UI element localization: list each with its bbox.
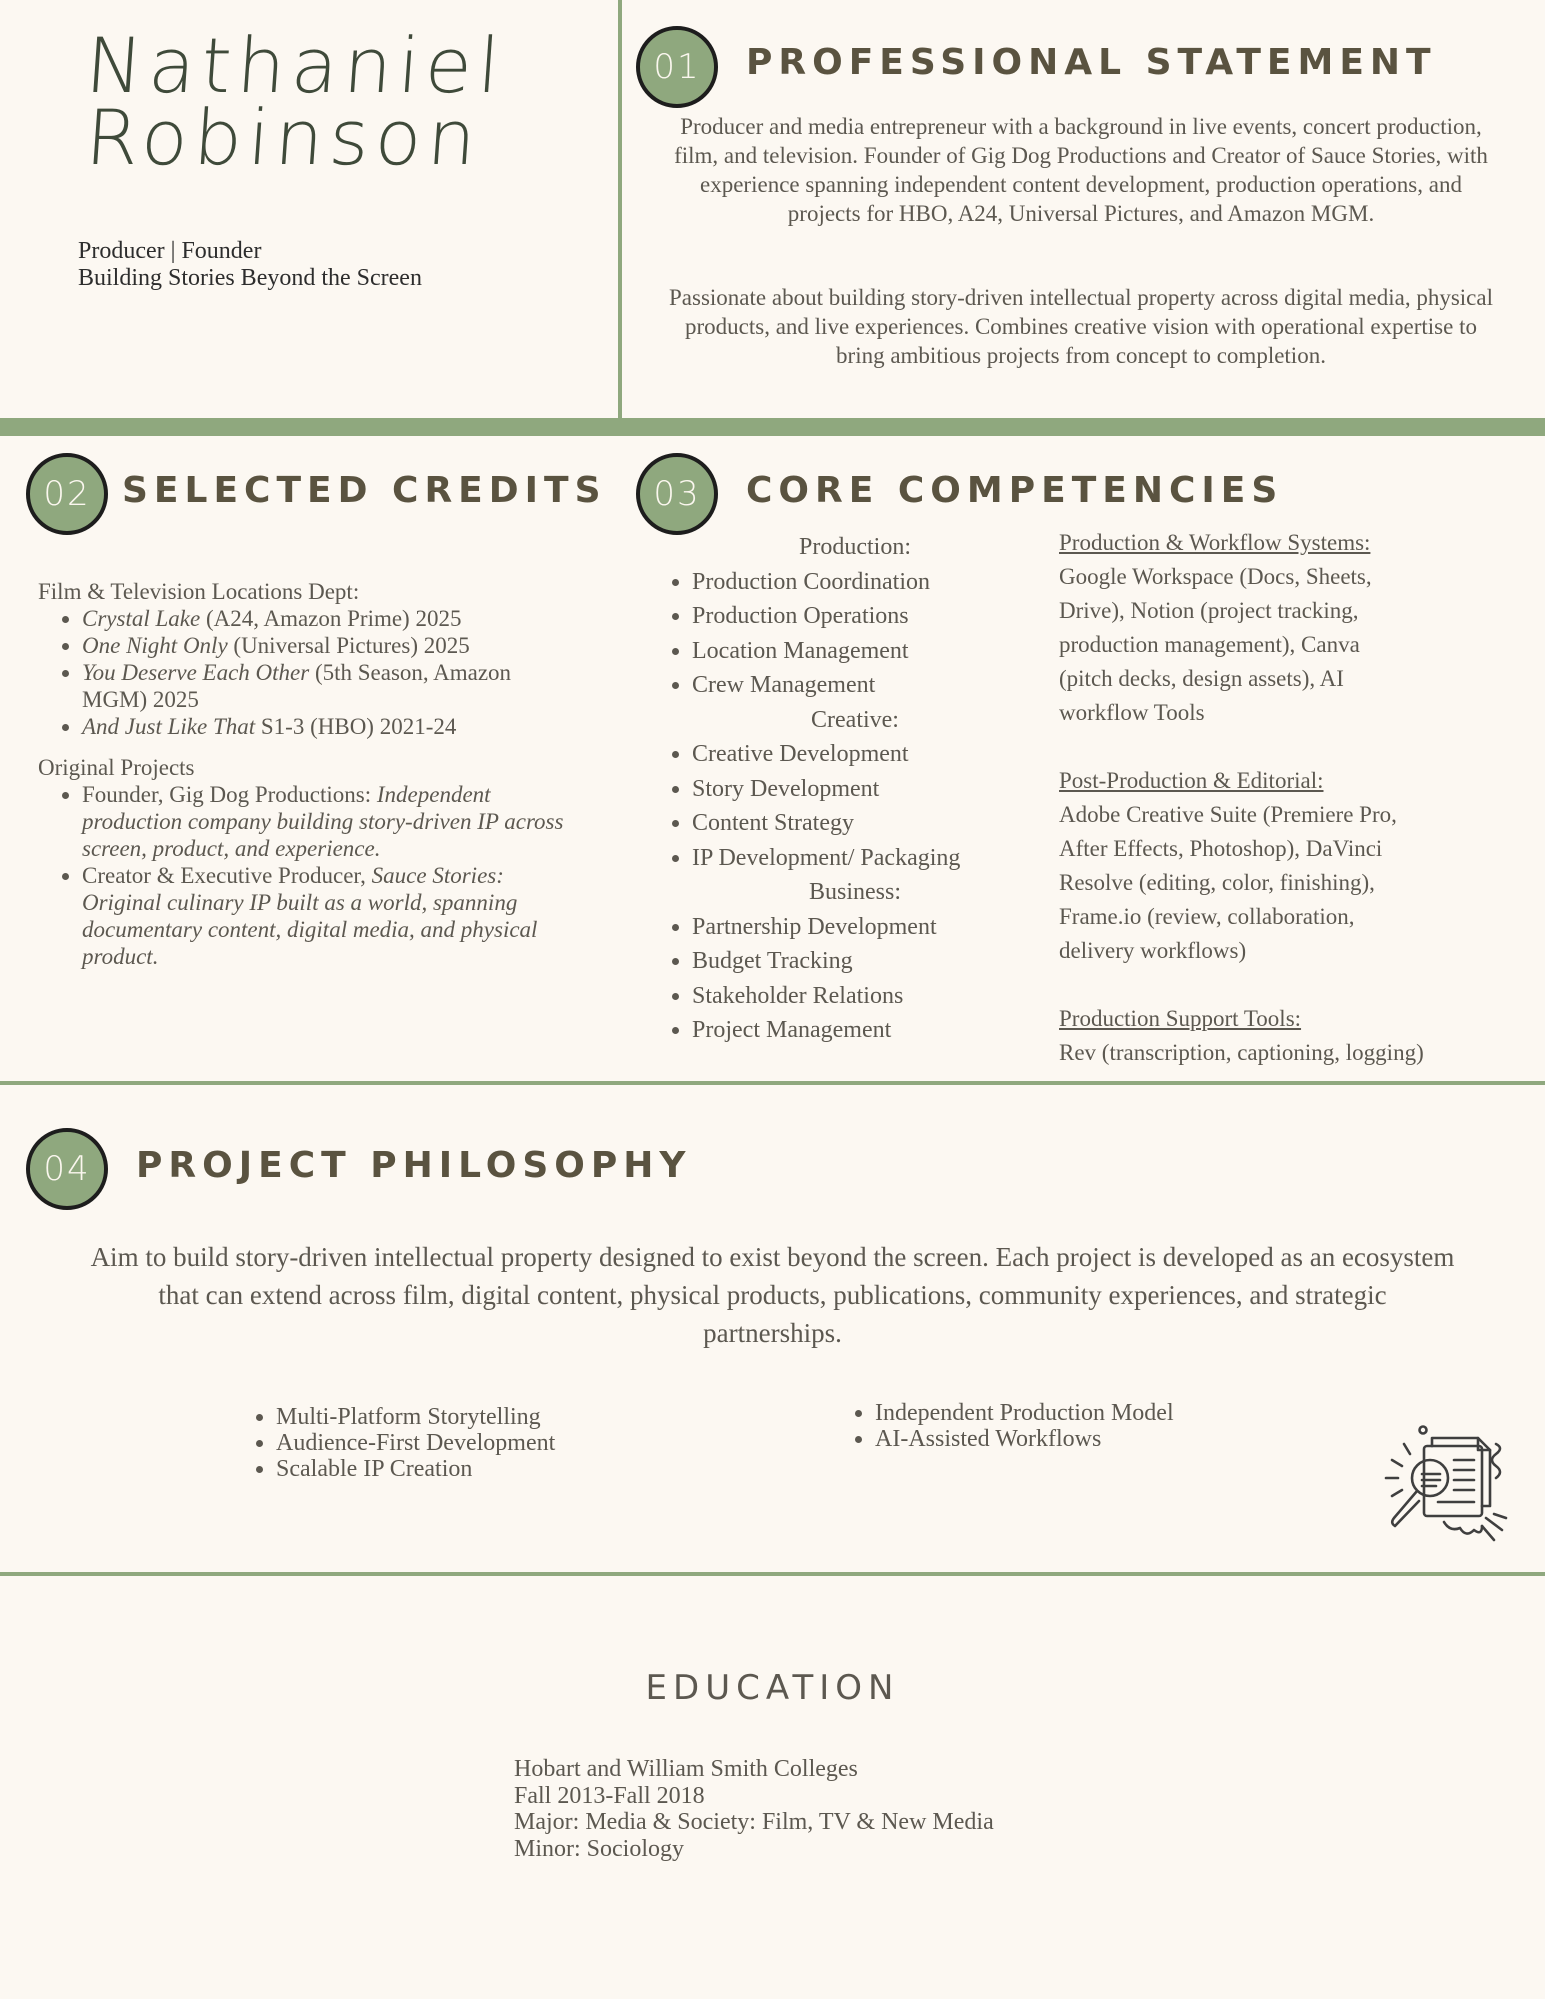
section-divider-3	[0, 1572, 1545, 1576]
tools-line: After Effects, Photoshop), DaVinci	[1059, 836, 1383, 861]
competencies-column	[660, 530, 1020, 1048]
tools-heading-post: Post-Production & Editorial:	[1059, 768, 1324, 793]
tagline	[78, 238, 422, 292]
list-item: • Stakeholder Relations	[692, 979, 1020, 1014]
tools-line: production management), Canva	[1059, 632, 1360, 657]
education-details	[514, 1756, 994, 1862]
original-projects-heading: Original Projects	[38, 755, 195, 780]
list-item: • Founder, Gig Dog Productions: Independent production company building story-driven IP across screen, product, and experience.	[82, 781, 578, 862]
tools-line: Frame.io (review, collaboration,	[1059, 904, 1355, 929]
list-item: • Scalable IP Creation	[276, 1456, 555, 1482]
original-projects-list	[82, 781, 578, 970]
philosophy-list-right	[875, 1400, 1174, 1452]
list-item: • Audience-First Development	[276, 1430, 555, 1456]
production-list	[692, 565, 1020, 703]
education-major: Major: Media & Society: Film, TV & New Media	[514, 1809, 994, 1835]
first-name: Nathaniel	[82, 21, 509, 110]
list-item: • Budget Tracking	[692, 944, 1020, 979]
school-name: Hobart and William Smith Colleges	[514, 1756, 858, 1782]
header-divider-vertical	[618, 0, 622, 420]
tools-column	[1059, 526, 1479, 1070]
list-item: • One Night Only (Universal Pictures) 2025	[82, 632, 578, 659]
last-name: Robinson	[82, 93, 485, 182]
creative-heading: Creative:	[811, 706, 899, 733]
tools-line: Adobe Creative Suite (Premiere Pro,	[1059, 802, 1397, 827]
tools-heading-workflow: Production & Workflow Systems:	[1059, 530, 1371, 555]
statement-paragraph-2: Passionate about building story-driven intellectual property across digital media, physical products, and live experiences. Combines creative vision with operational expertise to bring ambitious projects from concept to completion.	[669, 285, 1493, 368]
list-item: • Production Operations	[692, 599, 1020, 634]
tagline-motto: Building Stories Beyond the Screen	[78, 265, 422, 291]
section-number-badge-01: 01	[636, 26, 718, 108]
tools-line: Rev (transcription, captioning, logging)	[1059, 1040, 1424, 1065]
document-search-icon	[1382, 1422, 1512, 1552]
tools-line: Google Workspace (Docs, Sheets,	[1059, 564, 1372, 589]
section-divider-2	[0, 1081, 1545, 1085]
production-heading: Production:	[799, 534, 911, 560]
section-number-badge-04: 04	[26, 1128, 108, 1210]
education-minor: Minor: Sociology	[514, 1835, 685, 1862]
project-philosophy-title: PROJECT PHILOSOPHY	[136, 1145, 692, 1186]
list-item: • Multi-Platform Storytelling	[276, 1404, 555, 1430]
candidate-name	[82, 21, 509, 182]
section-number-badge-02: 02	[26, 453, 108, 535]
list-item: • IP Development/ Packaging	[692, 841, 1020, 876]
list-item: • Partnership Development	[692, 910, 1020, 945]
tools-line: Drive), Notion (project tracking,	[1059, 598, 1359, 623]
list-item: • Crew Management	[692, 668, 1020, 703]
section-number-badge-03: 03	[636, 453, 718, 535]
core-competencies-title: CORE COMPETENCIES	[746, 470, 1284, 511]
education-title: EDUCATION	[645, 1668, 900, 1708]
professional-statement-title: PROFESSIONAL STATEMENT	[746, 42, 1437, 83]
tools-line: Resolve (editing, color, finishing),	[1059, 870, 1375, 895]
creative-list	[692, 737, 1020, 875]
tagline-role: Producer | Founder	[78, 238, 262, 264]
philosophy-list-left	[276, 1404, 555, 1482]
statement-paragraph-1: Producer and media entrepreneur with a background in live events, concert production, film, and television. Founder of Gig Dog Productions and Creator of Sauce Stories, with experience spanning independent content development, production operations, and projects for HBO, A24, Universal Pictures, and Amazon MGM.	[674, 114, 1488, 226]
film-tv-heading: Film & Television Locations Dept:	[38, 579, 360, 604]
business-list	[692, 910, 1020, 1048]
section-divider-1	[0, 418, 1545, 436]
list-item: • Production Coordination	[692, 565, 1020, 600]
tools-line: (pitch decks, design assets), AI	[1059, 666, 1344, 691]
film-tv-list	[82, 605, 578, 740]
selected-credits-title: SELECTED CREDITS	[122, 470, 607, 511]
list-item: • Location Management	[692, 634, 1020, 669]
list-item: • Independent Production Model	[875, 1400, 1174, 1426]
list-item: • Creator & Executive Producer, Sauce Stories: Original culinary IP built as a world, spanning documentary content, digital media, and physical product.	[82, 862, 578, 970]
tools-heading-support: Production Support Tools:	[1059, 1006, 1302, 1031]
list-item: • Creative Development	[692, 737, 1020, 772]
list-item: • Project Management	[692, 1013, 1020, 1048]
education-dates: Fall 2013-Fall 2018	[514, 1782, 705, 1809]
credits-list	[38, 578, 578, 970]
philosophy-paragraph: Aim to build story-driven intellectual property designed to exist beyond the screen. Each project is developed as an ecosystem that can extend across film, digital content, physical products, publications, community experiences, and strategic partnerships.	[90, 1242, 1455, 1348]
list-item: • Story Development	[692, 772, 1020, 807]
list-item: • AI-Assisted Workflows	[875, 1426, 1174, 1452]
tools-line: delivery workflows)	[1059, 938, 1247, 963]
list-item: • Crystal Lake (A24, Amazon Prime) 2025	[82, 605, 578, 632]
business-heading: Business:	[808, 879, 901, 905]
list-item: • And Just Like That S1-3 (HBO) 2021-24	[82, 713, 578, 740]
list-item: • You Deserve Each Other (5th Season, Amazon MGM) 2025	[82, 659, 578, 713]
tools-line: workflow Tools	[1059, 700, 1205, 725]
list-item: • Content Strategy	[692, 806, 1020, 841]
